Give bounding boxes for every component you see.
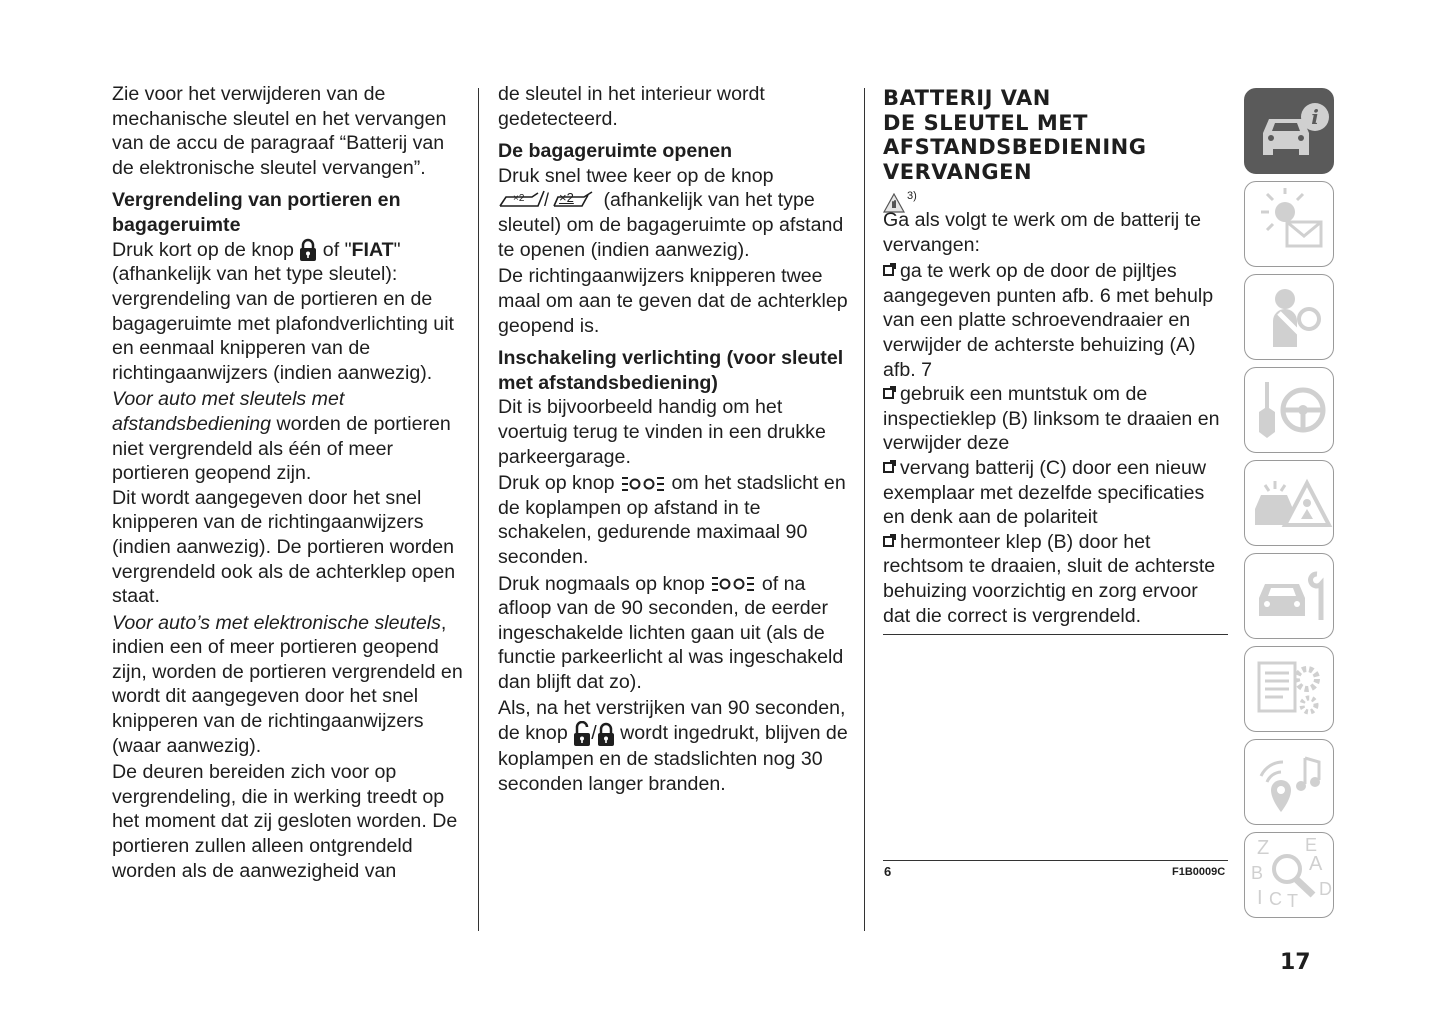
- tab-emergency[interactable]: [1244, 460, 1334, 546]
- bullet-square-icon: [883, 388, 894, 399]
- airbag-safety-icon: [1245, 275, 1335, 361]
- key-steering-icon: [1245, 368, 1335, 454]
- tab-multimedia[interactable]: [1244, 739, 1334, 825]
- page-number: 17: [1280, 950, 1311, 975]
- index-letter: B: [1251, 863, 1264, 883]
- multimedia-icon: [1245, 740, 1335, 826]
- column-divider: [864, 88, 865, 931]
- tab-technical-data[interactable]: [1244, 646, 1334, 732]
- remote-paragraph: Voor auto met sleutels met afstandsbediening worden de portieren niet vergrendeld als één of meer portieren geopend zijn.: [112, 388, 451, 485]
- lighting-intro: Dit is bijvoorbeeld handig om het voertuig terug te vinden in een drukke parkeergarage.: [498, 396, 826, 468]
- intro-paragraph: Zie voor het verwijderen van de mechanische sleutel en het vervangen van de accu de paragraaf “Batterij van de elektronische sleutel vervangen”.: [112, 83, 447, 179]
- continued-paragraph: de sleutel in het interieur wordt gedetecteerd.: [498, 83, 765, 130]
- warning-reference: 3): [883, 186, 1228, 208]
- heading-lock: Vergrendeling van portieren en bagageruimte: [112, 189, 401, 236]
- battery-step-4: hermonteer klep (B) door het rechtsom te draaien, sluit de achterste behuizing voorzichtig en zorg ervoor dat die correct is vergrendeld.: [883, 530, 1216, 627]
- index-letter: D: [1319, 879, 1332, 899]
- tab-lights-messages[interactable]: [1244, 181, 1334, 267]
- side-lights-icon: [620, 474, 666, 494]
- tab-maintenance[interactable]: [1244, 553, 1334, 639]
- tab-index[interactable]: [1244, 832, 1334, 918]
- index-letter: I: [1257, 887, 1263, 909]
- battery-step-1: ga te werk op de door de pijltjes aangegeven punten afb. 6 met behulp van een platte schroevendraaier en verwijder de achterste behuizing (A) afb. 7: [883, 260, 1214, 381]
- car-info-icon: [1245, 89, 1335, 175]
- index-letter: E: [1305, 835, 1318, 855]
- index-letter: A: [1309, 853, 1323, 875]
- boot-paragraph: Druk snel twee keer op de knop ×2 / ×2 (afhankelijk van het type sleutel) om de bagageruimte op afstand te openen (indien aanwezig).: [498, 164, 844, 261]
- padlock-closed-icon: [597, 721, 615, 747]
- index-letter: T: [1287, 891, 1298, 911]
- section-title: BATTERIJ VAN DE SLEUTEL MET AFSTANDSBEDIENING VERVANGEN: [883, 86, 1147, 184]
- battery-step-3: vervang batterij (C) door een nieuw exemplaar met dezelfde specificaties en denk aan de polariteit: [883, 456, 1207, 529]
- battery-intro: Ga als volgt te werk om de batterij te vervangen:: [883, 209, 1201, 256]
- technical-data-icon: [1245, 647, 1335, 733]
- heading-boot: De bagageruimte openen: [498, 140, 733, 163]
- column-divider: [478, 88, 479, 931]
- tab-safety[interactable]: [1244, 274, 1334, 360]
- lock-paragraph: Druk kort op de knop of "FIAT" (afhankelijk van het type sleutel): vergrendeling van de portieren en de bagageruimte met plafondverlichting uit en eenmaal knipperen van de richtingaanwijzers (indien aanwezig).: [112, 238, 455, 384]
- lighting-step-1: Druk op knop om het stadslicht en de koplampen op afstand in te schakelen, gedurende maximaal 90 seconden.: [498, 472, 846, 568]
- column-1: [112, 82, 464, 883]
- lighting-step-3: Als, na het verstrijken van 90 seconden, de knop / wordt ingedrukt, blijven de koplampen en de stadslichten nog 30 seconden langer branden.: [498, 697, 848, 795]
- padlock-open-icon: [573, 721, 591, 747]
- side-lights-icon: [710, 574, 756, 594]
- heading-lighting: Inschakeling verlichting (voor sleutel met afstandsbediening): [498, 347, 844, 394]
- padlock-closed-icon: [299, 238, 317, 262]
- indicators-paragraph: De richtingaanwijzers knipperen twee maal om aan te geven dat de achterklep geopend is.: [498, 265, 848, 337]
- column-2: [498, 82, 854, 796]
- figure-number: 6: [884, 864, 892, 879]
- svg-text:i: i: [1311, 105, 1319, 129]
- lighting-step-2: Druk nogmaals op knop of na afloop van de 90 seconden, de eerder ingeschakelde lichten gaan uit (als de functie parkeerlicht al was ingeschakeld dan blijft dat zo).: [498, 572, 844, 693]
- emergency-warning-icon: [1245, 461, 1335, 547]
- bullet-square-icon: [883, 462, 894, 473]
- figure-caption-rule: [883, 860, 1228, 861]
- index-letter: Z: [1257, 837, 1270, 859]
- brand-label: FIAT: [351, 238, 394, 261]
- figure-code: F1B0009C: [1172, 866, 1226, 878]
- index-letter: C: [1269, 889, 1282, 909]
- figure-area: [883, 634, 1228, 861]
- bullet-square-icon: [883, 536, 894, 547]
- boot-double-press-icon: ×2 / ×2: [498, 189, 598, 213]
- battery-step-2: gebruik een muntstuk om de inspectieklep (B) linksom te draaien en verwijder deze: [883, 383, 1220, 455]
- doors-paragraph: De deuren bereiden zich voor op vergrendeling, die in werking treedt op het moment dat zij gesloten worden. De portieren zullen alleen ontgrendeld worden als de aanwezigheid van: [112, 761, 458, 882]
- lights-message-icon: [1245, 182, 1335, 268]
- bullet-square-icon: [883, 265, 894, 276]
- electronic-key-paragraph: Voor auto’s met elektronische sleutels, indien een of meer portieren geopend zijn, worden de portieren vergrendeld en wordt dit aangegeven door het snel knipperen van de richtingaanwijzers (waar aanwezig).: [112, 611, 463, 757]
- indication-paragraph: Dit wordt aangegeven door het snel knipperen van de richtingaanwijzers (indien aanwezig). De portieren worden vergrendeld ook als de achterklep open staat.: [112, 486, 456, 608]
- tab-starting-driving[interactable]: [1244, 367, 1334, 453]
- column-3: [883, 82, 1228, 628]
- car-maintenance-icon: [1245, 554, 1335, 640]
- tab-car-info[interactable]: [1244, 88, 1334, 174]
